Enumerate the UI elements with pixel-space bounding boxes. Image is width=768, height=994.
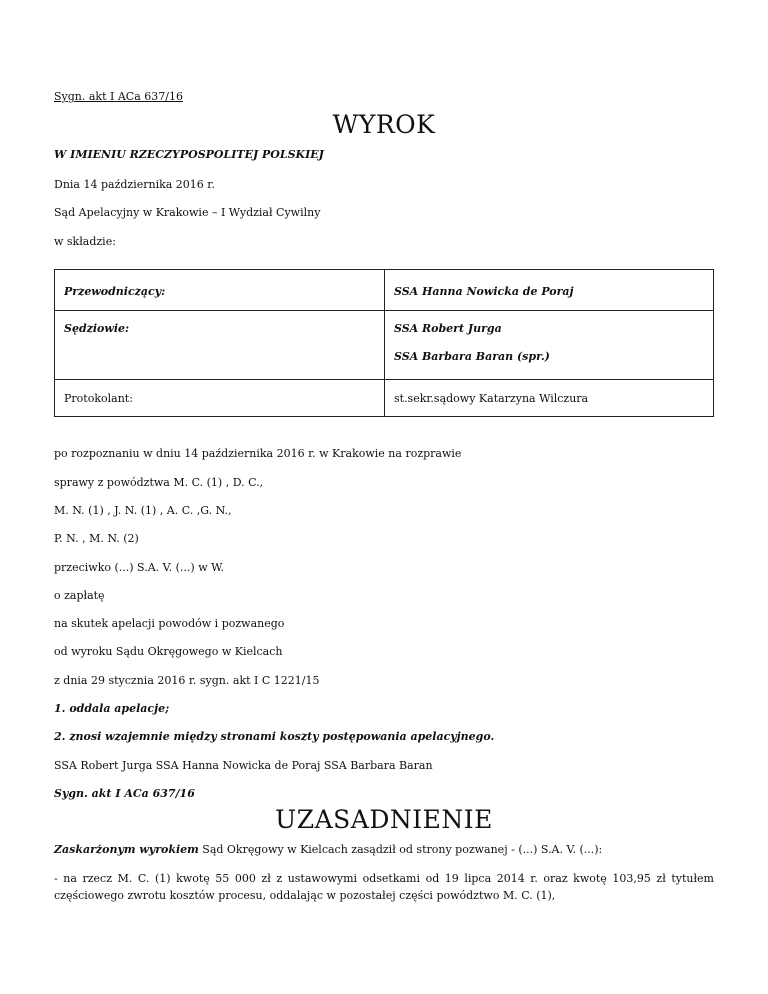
ruling-1: 1. oddala apelacje;: [54, 702, 170, 715]
chair-name: SSA Hanna Nowicka de Poraj: [394, 285, 574, 298]
judges-names-cell: [385, 311, 714, 380]
body-line: na skutek apelacji powodów i pozwanego: [54, 617, 285, 630]
signatures-line: SSA Robert Jurga SSA Hanna Nowicka de Poraj SSA Barbara Baran: [54, 759, 433, 772]
court-panel-table: [54, 269, 714, 417]
in-the-name-heading: W IMIENIU RZECZYPOSPOLITEJ POLSKIEJ: [54, 148, 324, 161]
justification-paragraph: - na rzecz M. C. (1) kwotę 55 000 zł z ustawowymi odsetkami od 19 lipca 2014 r. oraz kwotę 103,95 zł tytułem częściowego zwrotu kosztów procesu, oddalając w pozostałej części powództwo M. C. (1),: [54, 872, 714, 902]
justification-lead-rest: Sąd Okręgowy w Kielcach zasądził od strony pozwanej - (...) S.A. V. (...):: [198, 843, 603, 856]
body-line: z dnia 29 stycznia 2016 r. sygn. akt I C 1221/15: [54, 674, 320, 687]
judgment-date: Dnia 14 października 2016 r.: [54, 178, 215, 191]
case-reference-bottom: Sygn. akt I ACa 637/16: [54, 787, 195, 800]
ruling-2: 2. znosi wzajemnie między stronami koszty postępowania apelacyjnego.: [54, 730, 495, 743]
body-line: od wyroku Sądu Okręgowego w Kielcach: [54, 645, 283, 658]
clerk-name-cell: [385, 380, 714, 417]
composition-label: w składzie:: [54, 235, 116, 248]
chair-name-cell: [385, 270, 714, 311]
justification-lead: [54, 842, 602, 858]
body-line: po rozpoznaniu w dniu 14 października 2016 r. w Krakowie na rozprawie: [54, 447, 462, 460]
body-line: P. N. , M. N. (2): [54, 532, 139, 545]
judge-2-name: SSA Barbara Baran (spr.): [394, 350, 550, 363]
body-line: M. N. (1) , J. N. (1) , A. C. ,G. N.,: [54, 504, 232, 517]
justification-title: UZASADNIENIE: [275, 805, 493, 834]
judges-label-cell: [55, 311, 385, 380]
clerk-label-cell: [55, 380, 385, 417]
clerk-name: st.sekr.sądowy Katarzyna Wilczura: [394, 392, 589, 405]
judgment-title: WYROK: [332, 110, 436, 139]
court-name: Sąd Apelacyjny w Krakowie – I Wydział Cywilny: [54, 206, 321, 219]
body-line: sprawy z powództwa M. C. (1) , D. C.,: [54, 476, 264, 489]
body-line: o zapłatę: [54, 589, 105, 602]
justification-lead-bold: Zaskarżonym wyrokiem: [54, 843, 199, 856]
chair-label: Przewodniczący:: [64, 285, 166, 298]
body-line: przeciwko (...) S.A. V. (...) w W.: [54, 561, 225, 574]
judge-1-name: SSA Robert Jurga: [394, 322, 502, 335]
case-reference-top: Sygn. akt I ACa 637/16: [54, 90, 183, 103]
judges-label: Sędziowie:: [64, 322, 130, 335]
chair-label-cell: [55, 270, 385, 311]
clerk-label: Protokolant:: [64, 392, 133, 405]
